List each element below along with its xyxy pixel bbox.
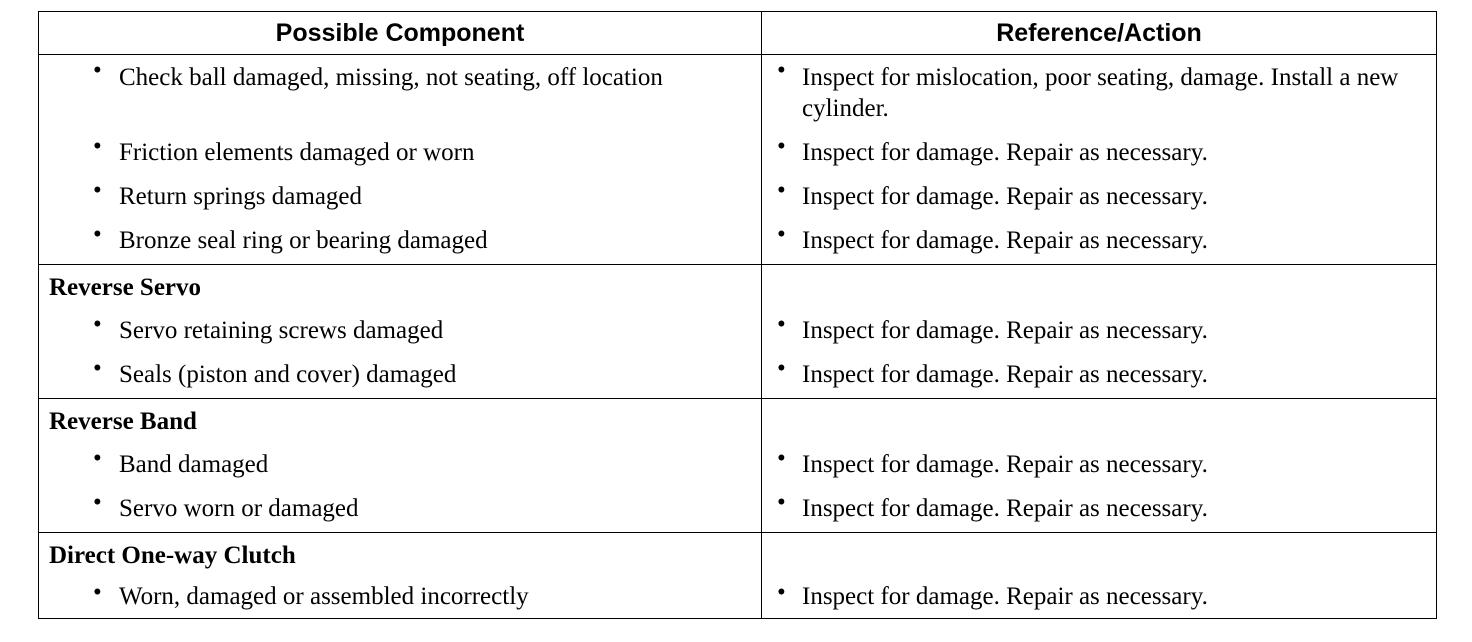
component-text: Bronze seal ring or bearing damaged xyxy=(119,227,488,254)
action-text: Inspect for damage. Repair as necessary. xyxy=(802,227,1208,254)
bullet: • xyxy=(777,133,786,160)
component-item xyxy=(39,487,761,532)
bullet: • xyxy=(777,177,786,204)
component-item xyxy=(39,353,761,398)
table-row xyxy=(39,577,1437,619)
header-reference-action: Reference/Action xyxy=(762,12,1437,55)
component-item xyxy=(39,443,761,487)
table-row xyxy=(39,175,1437,219)
bullet: • xyxy=(777,579,786,606)
component-item xyxy=(39,219,761,264)
header-row xyxy=(39,12,1437,55)
component-text: Servo retaining screws damaged xyxy=(119,317,444,344)
action-text: Inspect for damage. Repair as necessary. xyxy=(802,139,1208,166)
group-heading-row xyxy=(39,399,1437,444)
header-possible-component: Possible Component xyxy=(39,12,762,55)
component-item xyxy=(39,55,761,100)
action-text: Inspect for damage. Repair as necessary. xyxy=(802,183,1208,210)
diagnosis-table xyxy=(38,11,1437,619)
component-text: Band damaged xyxy=(119,451,269,478)
action-item xyxy=(762,309,1436,353)
table-row xyxy=(39,487,1437,533)
component-text: Seals (piston and cover) damaged xyxy=(119,361,457,388)
action-text: Inspect for damage. Repair as necessary. xyxy=(802,451,1208,478)
action-item xyxy=(762,443,1436,487)
action-text: Inspect for damage. Repair as necessary. xyxy=(802,361,1208,388)
action-item xyxy=(762,131,1436,175)
bullet: • xyxy=(93,221,102,248)
action-item xyxy=(762,175,1436,219)
action-item xyxy=(762,55,1436,131)
bullet: • xyxy=(93,579,102,606)
component-text: Worn, damaged or assembled incorrectly xyxy=(119,583,529,610)
component-item xyxy=(39,175,761,219)
table-row xyxy=(39,55,1437,132)
table-row xyxy=(39,219,1437,265)
component-item xyxy=(39,309,761,353)
bullet: • xyxy=(777,355,786,382)
bullet: • xyxy=(777,489,786,516)
bullet: • xyxy=(777,311,786,338)
component-text: Friction elements damaged or worn xyxy=(119,139,475,166)
action-text: Inspect for damage. Repair as necessary. xyxy=(802,583,1208,610)
table-row xyxy=(39,309,1437,353)
action-item xyxy=(762,353,1436,398)
bullet: • xyxy=(777,57,786,84)
group-heading-reverse-servo: Reverse Servo xyxy=(49,274,202,301)
component-item xyxy=(39,577,761,618)
bullet: • xyxy=(777,445,786,472)
group-heading-row xyxy=(39,265,1437,310)
action-item xyxy=(762,219,1436,264)
table-row xyxy=(39,443,1437,487)
action-item xyxy=(762,487,1436,532)
table-row xyxy=(39,353,1437,399)
bullet: • xyxy=(777,221,786,248)
bullet: • xyxy=(93,133,102,160)
component-text: Check ball damaged, missing, not seating, off location xyxy=(119,64,663,91)
action-text: Inspect for mislocation, poor seating, damage. Install a new cylinder. xyxy=(802,64,1399,122)
bullet: • xyxy=(93,177,102,204)
group-heading-row xyxy=(39,533,1437,578)
action-text: Inspect for damage. Repair as necessary. xyxy=(802,495,1208,522)
action-text: Inspect for damage. Repair as necessary. xyxy=(802,317,1208,344)
bullet: • xyxy=(93,311,102,338)
group-heading-direct-one-way-clutch: Direct One-way Clutch xyxy=(49,542,296,569)
action-item xyxy=(762,577,1436,618)
bullet: • xyxy=(93,57,102,84)
table-row xyxy=(39,131,1437,175)
bullet: • xyxy=(93,355,102,382)
bullet: • xyxy=(93,445,102,472)
bullet: • xyxy=(93,489,102,516)
component-item xyxy=(39,131,761,175)
component-text: Servo worn or damaged xyxy=(119,495,359,522)
group-heading-reverse-band: Reverse Band xyxy=(49,408,197,435)
component-text: Return springs damaged xyxy=(119,183,363,210)
